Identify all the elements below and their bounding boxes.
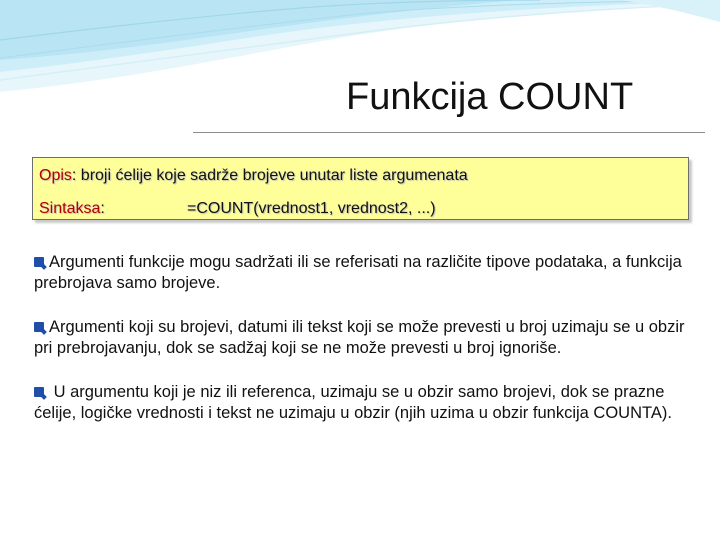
slide-title: Funkcija COUNT xyxy=(346,76,634,118)
description-text: broji ćelije koje sadrže brojeve unutar liste argumenata xyxy=(80,167,468,184)
bullet-text: U argumentu koji je niz ili referenca, uzimaju se u obzir samo brojevi, dok se prazne ćelije, logičke vrednosti i tekst ne uzimaju u obzir (njih uzima u obzir funkcija COUNTA). xyxy=(34,383,672,422)
description-colon: : xyxy=(71,167,81,184)
title-underline xyxy=(193,132,705,133)
syntax-line xyxy=(39,200,436,218)
function-info-box xyxy=(32,157,689,220)
syntax-colon: : xyxy=(100,200,105,217)
bullet-item xyxy=(34,317,694,359)
bullet-text: Argumenti funkcije mogu sadržati ili se referisati na različite tipove podataka, a funkcija prebrojava samo brojeve. xyxy=(34,253,682,292)
bullet-text: Argumenti koji su brojevi, datumi ili tekst koji se može prevesti u broj uzimaju se u obzir pri prebrojavanju, dok se sadžaj koji se ne može prevesti u broj ignoriše. xyxy=(34,318,685,357)
bullet-item xyxy=(34,382,694,424)
bullet-item xyxy=(34,252,694,294)
blue-square-bullet-icon xyxy=(34,257,44,267)
description-line xyxy=(39,167,468,185)
description-label: Opis xyxy=(39,167,72,184)
blue-square-bullet-icon xyxy=(34,322,44,332)
blue-square-bullet-icon xyxy=(34,387,44,397)
syntax-label: Sintaksa xyxy=(39,200,101,217)
syntax-value: =COUNT(vrednost1, vrednost2, ...) xyxy=(187,200,436,217)
